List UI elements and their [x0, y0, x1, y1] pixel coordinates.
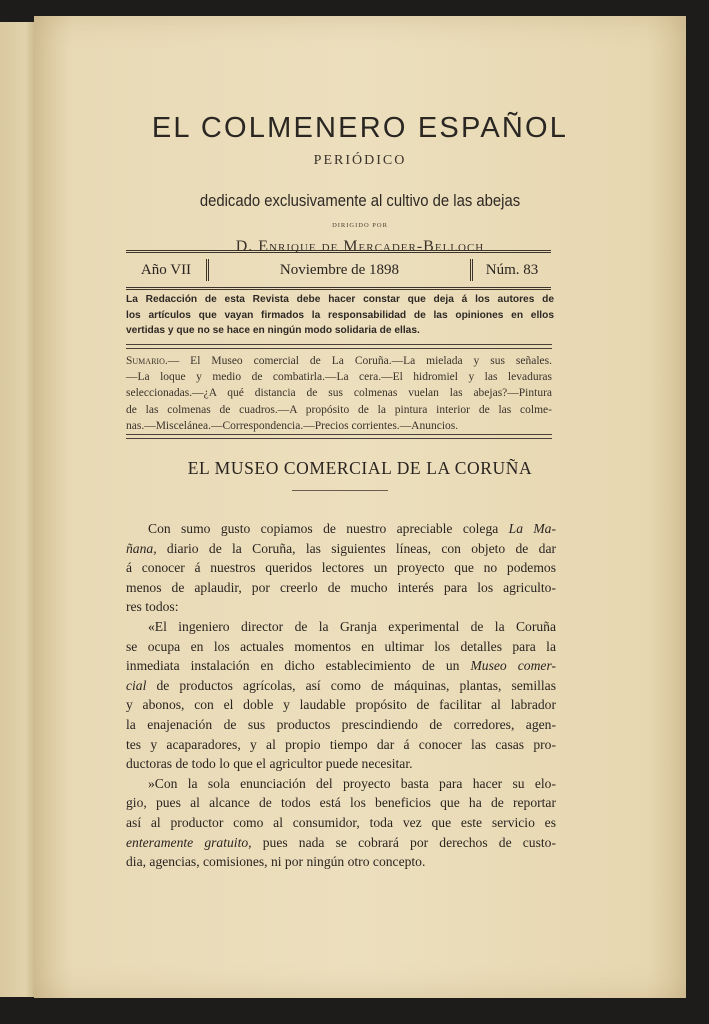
article-line: cial de productos agrícolas, así como de máquinas, plantas, semillas — [126, 677, 556, 693]
divider-top — [126, 344, 552, 349]
summary-label: Sumario. — [126, 355, 168, 367]
directed-by-label: DIRIGIDO POR — [332, 222, 388, 229]
article-body — [126, 519, 556, 872]
summary-line: de las colmenas de cuadros.—A propósito de la pintura interior de las colme- — [126, 403, 552, 416]
article-line: y abonos, con el doble y laudable propósito de facilitar al labrador — [126, 697, 556, 713]
divider-bottom — [126, 434, 552, 439]
article-line: res todos: — [126, 599, 179, 615]
summary-line: —La loque y medio de combatirla.—La cera.—El hidromiel y las levaduras — [126, 371, 552, 384]
article-line: Con sumo gusto copiamos de nuestro apreciable colega La Ma- — [148, 521, 556, 536]
notice-line: La Redacción de esta Revista debe hacer constar que deja á los autores de — [126, 294, 554, 305]
article-line: á conocer á nuestros queridos lectores un proyecto que no podemos — [126, 560, 556, 576]
editorial-notice — [126, 292, 554, 339]
issue-info-bar — [126, 250, 551, 290]
director-name: D. Enrique de Mercader-Belloch — [235, 238, 485, 255]
article-line: ductoras de todo lo que el agricultor puede necesitar. — [126, 756, 413, 772]
article-line: menos de aplaudir, por creerlo de mucho interés para los agriculto- — [126, 579, 556, 595]
issue-number: Núm. 83 — [485, 261, 539, 278]
heading-rule — [292, 490, 388, 491]
article-line: tes y acaparadores, y al propio tiempo dar á conocer las casas pro- — [126, 736, 556, 752]
article-line: ñana, diario de la Coruña, las siguientes líneas, con objeto de dar — [126, 540, 556, 556]
article-line: «El ingeniero director de la Granja experimental de la Coruña — [148, 618, 556, 634]
summary-line: Sumario.— El Museo comercial de La Coruña.—La mielada y sus señales. — [126, 355, 552, 367]
journal-title: EL COLMENERO ESPAÑOL — [151, 112, 569, 144]
article-line: inmediata instalación en dicho establecimiento de un Museo comer- — [126, 658, 556, 674]
summary-line: seleccionadas.—¿A qué distancia de sus colmenas vuelan las abejas?—Pintura — [126, 387, 552, 400]
notice-line: vertidas y que no se hace en ningún modo solidaria de ellas. — [126, 325, 420, 336]
journal-subtitle: dedicado exclusivamente al cultivo de las abejas — [199, 192, 521, 210]
article-line: así al productor como al consumidor, toda vez que este servicio es — [126, 814, 556, 830]
journal-type: PERIÓDICO — [313, 153, 407, 168]
document-page — [34, 16, 686, 998]
article-line: »Con la sola enunciación del proyecto basta para hacer su elo- — [148, 775, 556, 791]
article-line: se ocupa en los actuales momentos en ultimar los detalles para la — [126, 638, 556, 654]
article-line: dia, agencias, comisiones, ni por ningún otro concepto. — [126, 854, 426, 870]
left-page-edge — [0, 22, 36, 997]
issue-year: Año VII — [126, 259, 209, 281]
article-heading: EL MUSEO COMERCIAL DE LA CORUÑA — [187, 458, 533, 478]
issue-date: Noviembre de 1898 — [209, 259, 473, 281]
article-line: gio, pues al alcance de todos está los beneficios que ha de reportar — [126, 795, 556, 811]
article-line: la enajenación de sus productos prescindiendo de corredores, agen- — [126, 716, 556, 732]
notice-line: los artículos que vayan firmados la responsabilidad de las opiniones en ellos — [126, 309, 554, 321]
article-line: enteramente gratuito, pues nada se cobrará por derechos de custo- — [126, 834, 556, 850]
summary-block — [126, 353, 552, 434]
summary-line: nas.—Miscelánea.—Correspondencia.—Precios corrientes.—Anuncios. — [126, 419, 459, 432]
